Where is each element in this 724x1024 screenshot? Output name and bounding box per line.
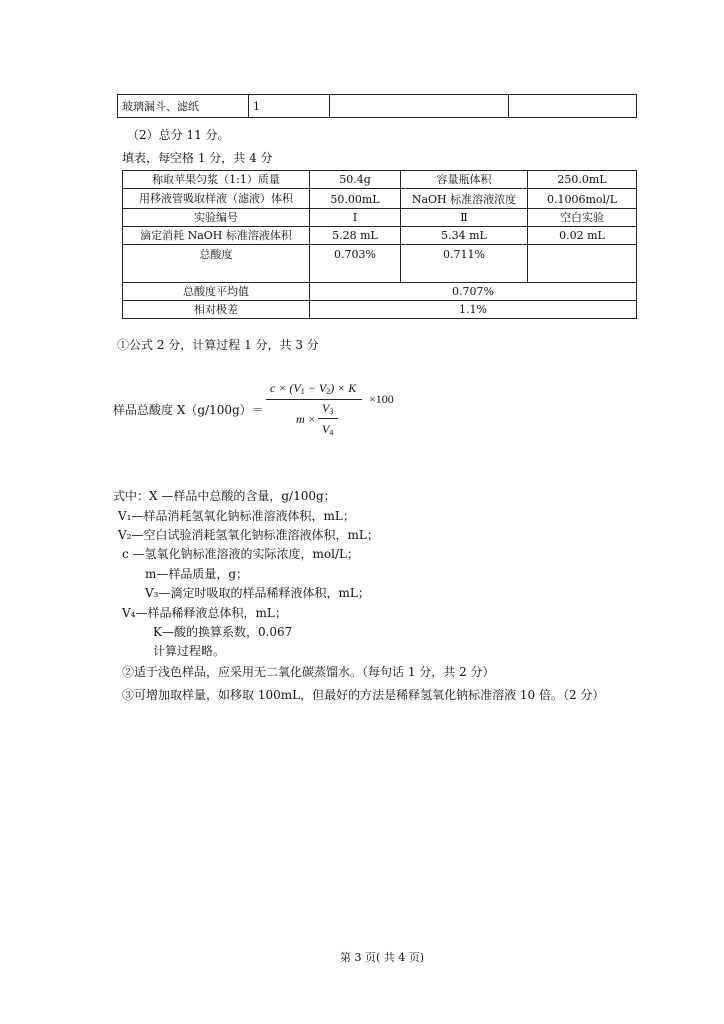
note-3: ③可增加取样量，如移取 100mL，但最好的方法是稀释氢氧化钠标准溶液 10 倍。（2 分） (122, 688, 605, 702)
formula-label: 样品总酸度 X（g/100g）＝ (113, 403, 264, 417)
table-row (123, 245, 637, 283)
table-cell: 总酸度平均值 (123, 283, 310, 301)
table-row (123, 283, 637, 301)
table-cell: 0.707% (310, 283, 637, 301)
table-cell: Ⅱ (401, 209, 528, 227)
table-cell: 5.34 mL (401, 227, 528, 245)
formula-text: c × (V (270, 381, 301, 395)
table-row (123, 209, 637, 227)
table-row (123, 189, 637, 209)
formula-text: ) × K (330, 381, 357, 395)
part2-heading: （2）总分 11 分。 (127, 128, 230, 142)
formula-text: V (322, 401, 330, 415)
table-cell: 0.02 mL (528, 227, 637, 245)
table-cell (330, 95, 509, 118)
table-cell: 0.703% (310, 245, 401, 283)
inner-fraction-bar (318, 418, 338, 419)
main-fraction-bar (266, 399, 362, 400)
table-row (123, 171, 637, 189)
page-footer: 第 3 页( 共 4 页) (340, 951, 425, 964)
definition-m: m—样品质量，g； (145, 567, 249, 581)
formula-numerator (270, 381, 356, 396)
materials-table (117, 94, 637, 118)
results-table (122, 170, 637, 319)
table-cell: 容量瓶体积 (401, 171, 528, 189)
table-row (123, 227, 637, 245)
table-cell: Ⅰ (310, 209, 401, 227)
definition-v4: V₄—样品稀释液总体积，mL； (122, 606, 287, 620)
table-cell: 50.00mL (310, 189, 401, 209)
definition-k: K—酸的换算系数，0.067 (153, 625, 293, 639)
formula-v3 (322, 401, 333, 416)
table-cell: 玻璃漏斗、滤纸 (118, 95, 249, 118)
table-cell (528, 245, 637, 283)
formula-times-100: ×100 (369, 392, 394, 406)
table-cell: 250.0mL (528, 171, 637, 189)
formula-text: − V (304, 381, 327, 395)
definition-v3: V₃—滴定时吸取的样品稀释液体积，mL； (145, 586, 370, 600)
formula-text: V (322, 422, 330, 436)
table-cell: 总酸度 (123, 245, 310, 283)
note-2: ②适于浅色样品，应采用无二氧化碳蒸馏水。（每句话 1 分，共 2 分） (122, 665, 495, 679)
table-cell: 0.711% (401, 245, 528, 283)
table-cell: 滴定消耗 NaOH 标准溶液体积 (123, 227, 310, 245)
table-cell: NaOH 标准溶液浓度 (401, 189, 528, 209)
calculation-note: 计算过程略。 (153, 644, 226, 658)
definition-v1: V₁—样品消耗氢氧化钠标准溶液体积，mL； (118, 509, 355, 523)
formula-den-m: m × (296, 412, 316, 426)
table-cell: 50.4g (310, 171, 401, 189)
formula-subscript: 4 (329, 428, 334, 437)
formula-v4 (322, 422, 333, 437)
table-cell: 5.28 mL (310, 227, 401, 245)
table-cell: 实验编号 (123, 209, 310, 227)
table-cell: 1 (249, 95, 330, 118)
definition-v2: V₂—空白试验消耗氢氧化钠标准溶液体积，mL； (118, 528, 379, 542)
table-row (123, 301, 637, 319)
table-instruction: 填表，每空格 1 分，共 4 分 (122, 151, 273, 165)
definition-intro: 式中：X —样品中总酸的含量，g/100g； (113, 489, 336, 503)
table-cell: 用移液管吸取样液（滤液）体积 (123, 189, 310, 209)
table-cell: 相对极差 (123, 301, 310, 319)
score-note-1: ①公式 2 分，计算过程 1 分，共 3 分 (117, 338, 319, 352)
table-cell: 称取苹果匀浆（1:1）质量 (123, 171, 310, 189)
table-cell (509, 95, 637, 118)
formula-subscript: 1 (300, 387, 305, 396)
formula-subscript: 3 (329, 407, 334, 416)
table-cell: 空白实验 (528, 209, 637, 227)
table-cell: 0.1006mol/L (528, 189, 637, 209)
table-row (118, 95, 637, 118)
table-cell: 1.1% (310, 301, 637, 319)
definition-c: c —氢氧化钠标准溶液的实际浓度，mol/L； (122, 547, 359, 561)
formula-subscript: 2 (326, 387, 331, 396)
